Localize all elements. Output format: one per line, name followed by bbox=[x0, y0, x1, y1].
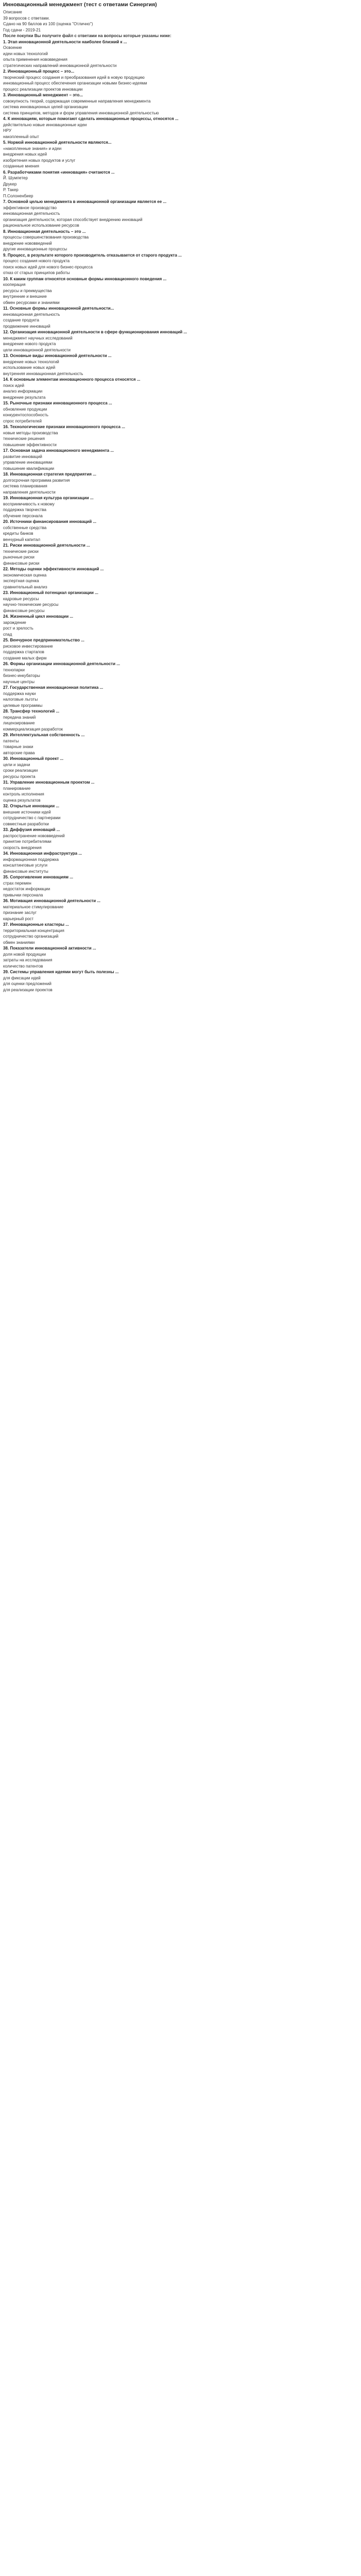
answer-option: для фиксации идей bbox=[3, 975, 41, 980]
answer-option: кадровые ресурсы bbox=[3, 596, 39, 601]
answer-option: внутренние и внешние bbox=[3, 294, 47, 299]
question-text: 31. Управление инновационным проектом ... bbox=[3, 780, 95, 785]
answer-option: внедрение результата bbox=[3, 395, 46, 400]
question-text: 19. Инновационная культура организации ... bbox=[3, 496, 94, 500]
question-item bbox=[3, 945, 358, 969]
answer-option: менеджмент научных исследований bbox=[3, 335, 73, 341]
answer-option: спрос потребителей bbox=[3, 418, 42, 423]
question-text: 11. Основные формы инновационной деятельности... bbox=[3, 306, 114, 311]
answer-option: бизнес-инкубаторы bbox=[3, 673, 40, 678]
answer-option: система планирования bbox=[3, 484, 47, 488]
answer-option: П.Солоненбиер bbox=[3, 193, 33, 198]
question-text: 38. Показатели инновационной активности ... bbox=[3, 946, 96, 951]
question-item bbox=[3, 424, 358, 448]
question-item bbox=[3, 827, 358, 851]
answer-option: для реализации проектов bbox=[3, 987, 53, 992]
answer-option: технопарки bbox=[3, 667, 25, 672]
intro-text: После покупки Вы получите файл с ответами на вопросы которые указаны ниже: bbox=[3, 33, 171, 38]
answer-option: налоговые льготы bbox=[3, 697, 38, 702]
answer-option: поддержка стартапов bbox=[3, 650, 44, 654]
answer-option: творческий процесс создания и преобразования идей в новую продукцию bbox=[3, 75, 145, 80]
answer-option: привычки персонала bbox=[3, 892, 43, 897]
question-text: 1. Этап инновационной деятельности наиболее близкий к ... bbox=[3, 39, 127, 44]
question-item bbox=[3, 590, 358, 614]
answer-option: созданные мнения bbox=[3, 164, 39, 168]
answer-option: информационная поддержка bbox=[3, 857, 59, 862]
question-text: 8. Инновационная деятельность – это ... bbox=[3, 229, 86, 234]
answer-option: опыта применения нововведения bbox=[3, 57, 67, 62]
answer-option: рост и зрелость bbox=[3, 626, 33, 631]
answer-option: сравнительный анализ bbox=[3, 584, 47, 589]
answer-option: развитие инноваций bbox=[3, 454, 42, 459]
answer-option: финансовые институты bbox=[3, 869, 48, 874]
question-item bbox=[3, 756, 358, 779]
question-item bbox=[3, 39, 358, 69]
question-item bbox=[3, 116, 358, 140]
answer-option: стратегических направлений инновационной деятельности bbox=[3, 63, 117, 68]
answer-option: управление инновациями bbox=[3, 460, 53, 465]
question-item bbox=[3, 803, 358, 827]
question-item bbox=[3, 779, 358, 803]
answer-option: товарные знаки bbox=[3, 744, 33, 749]
answer-option: направления деятельности bbox=[3, 489, 56, 495]
answer-option: изобретения новых продуктов и услуг bbox=[3, 158, 76, 163]
answer-option: научно-технические ресурсы bbox=[3, 602, 59, 607]
answer-option: финансовые ресурсы bbox=[3, 608, 45, 613]
answer-option: коммерциализация разработок bbox=[3, 726, 63, 732]
answer-option: накопленный опыт bbox=[3, 134, 39, 139]
question-item bbox=[3, 519, 358, 543]
question-text: 23. Инновационный потенциал организации ... bbox=[3, 590, 98, 595]
question-text: 2. Инновационный процесс – это... bbox=[3, 69, 75, 74]
question-text: 24. Жизненный цикл инновации ... bbox=[3, 614, 74, 619]
question-item bbox=[3, 329, 358, 353]
answer-option: планирование bbox=[3, 786, 31, 791]
answer-option: недостаток информации bbox=[3, 887, 50, 891]
question-text: 17. Основная задача инновационного менеджмента ... bbox=[3, 448, 114, 453]
question-item bbox=[3, 471, 358, 495]
answer-option: обновление продукции bbox=[3, 406, 47, 412]
question-text: 21. Риски инновационной деятельности ... bbox=[3, 543, 90, 548]
answer-option: конкурентоспособность bbox=[3, 413, 48, 417]
answer-option: авторские права bbox=[3, 750, 35, 755]
answer-option: экономическая оценка bbox=[3, 572, 47, 578]
question-list bbox=[3, 39, 358, 993]
question-text: 14. К основным элементам инновационного процесса относятся ... bbox=[3, 377, 141, 382]
answer-option: страх перемен bbox=[3, 880, 31, 886]
answer-option: сроки реализации bbox=[3, 768, 38, 773]
answer-option: венчурный капитал bbox=[3, 537, 41, 542]
answer-option: целевые программы bbox=[3, 703, 43, 708]
answer-option: консалтинговые услуги bbox=[3, 863, 47, 868]
question-text: 27. Государственная инновационная политика ... bbox=[3, 685, 104, 690]
answer-option: рисковое инвестирование bbox=[3, 643, 53, 649]
answer-option: использование новых идей bbox=[3, 365, 56, 370]
answer-option: оценка результатов bbox=[3, 798, 41, 803]
answer-option: Друкер bbox=[3, 181, 17, 187]
answer-option: процесс реализации проектов инновации bbox=[3, 87, 83, 92]
question-item bbox=[3, 543, 358, 566]
answer-option: собственные средства bbox=[3, 525, 47, 530]
question-item bbox=[3, 140, 358, 170]
answer-option: совокупность теорий, содержащая современные направления менеджмента bbox=[3, 98, 151, 104]
answer-option: кооперация bbox=[3, 282, 26, 287]
question-text: 37. Инновационные кластеры ... bbox=[3, 922, 69, 927]
question-text: 7. Основной целью менеджмента в инновационной организации является ее ... bbox=[3, 199, 167, 204]
answer-option: организация деятельности, которая способствует внедрению инноваций bbox=[3, 217, 143, 222]
answer-option: территориальная концентрация bbox=[3, 928, 64, 933]
question-item bbox=[3, 170, 358, 199]
answer-option: патенты bbox=[3, 738, 19, 743]
question-item bbox=[3, 377, 358, 400]
question-item bbox=[3, 229, 358, 252]
question-text: 13. Основные виды инновационной деятельности ... bbox=[3, 353, 112, 358]
question-item bbox=[3, 252, 358, 276]
question-item bbox=[3, 69, 358, 92]
answer-option: технические решения bbox=[3, 436, 45, 441]
answer-option: карьерный рост bbox=[3, 916, 34, 921]
answer-option: материальное стимулирование bbox=[3, 904, 64, 909]
answer-option: эффективное производство bbox=[3, 205, 57, 210]
answer-option: «накопленные знания» и идеи bbox=[3, 146, 62, 151]
answer-option: рациональное использование ресурсов bbox=[3, 223, 79, 228]
answer-option: новые методы производства bbox=[3, 430, 58, 435]
question-text: 25. Венчурное предпринимательство ... bbox=[3, 638, 84, 642]
answer-option: инновационная деятельность bbox=[3, 312, 60, 317]
question-text: 9. Процесс, в результате которого производитель отказывается от старого продукта ... bbox=[3, 252, 182, 258]
question-text: 4. К инновациям, которые помогают сделать инновационные процессы, относятся ... bbox=[3, 116, 179, 121]
question-text: 12. Организация инновационной деятельности в сфере функционирования инноваций ... bbox=[3, 330, 187, 334]
question-item bbox=[3, 306, 358, 329]
answer-option: продвижение инноваций bbox=[3, 324, 50, 329]
answer-option: обмен ресурсами и знаниями bbox=[3, 300, 60, 305]
answer-option: признание заслуг bbox=[3, 910, 37, 915]
answer-option: рыночные риски bbox=[3, 555, 35, 560]
meta-line: 39 вопросов с ответами. bbox=[3, 15, 50, 21]
question-text: 35. Сопротивление инновациям ... bbox=[3, 875, 73, 879]
answer-option: система инновационных целей организации bbox=[3, 105, 88, 109]
question-item bbox=[3, 851, 358, 874]
answer-option: совместные разработки bbox=[3, 821, 49, 826]
answer-option: научные центры bbox=[3, 679, 35, 684]
answer-option: внедрения новых идей bbox=[3, 152, 47, 157]
answer-option: поиск новых идей для нового бизнес-процесса bbox=[3, 264, 93, 269]
question-item bbox=[3, 199, 358, 229]
answer-option: передача знаний bbox=[3, 715, 36, 720]
answer-option: доля новой продукции bbox=[3, 952, 46, 957]
question-item bbox=[3, 661, 358, 685]
answer-option: процесс создания нового продукта bbox=[3, 259, 70, 263]
answer-option: ресурсы проекта bbox=[3, 774, 36, 779]
question-text: 36. Мотивация инновационной деятельности ... bbox=[3, 899, 101, 903]
question-item bbox=[3, 276, 358, 306]
answer-option: идеи новых технологий bbox=[3, 51, 48, 56]
answer-option: экспертная оценка bbox=[3, 579, 39, 583]
question-text: 18. Инновационная стратегия предприятия ... bbox=[3, 472, 96, 477]
document bbox=[0, 0, 361, 996]
answer-option: инновационная деятельность bbox=[3, 211, 60, 216]
answer-option: внешние источники идей bbox=[3, 809, 51, 815]
question-text: 28. Трансфер технологий ... bbox=[3, 709, 60, 714]
question-item bbox=[3, 448, 358, 471]
answer-option: для оценки предложений bbox=[3, 981, 51, 986]
question-item bbox=[3, 400, 358, 424]
answer-option: анализ информации bbox=[3, 389, 43, 394]
question-text: 10. К каким группам относятся основные формы инновационного поведения ... bbox=[3, 276, 167, 281]
answer-option: процессы совершенствования производства bbox=[3, 235, 89, 240]
answer-option: распространение нововведений bbox=[3, 833, 65, 838]
answer-option: финансовые риски bbox=[3, 561, 40, 566]
meta-line: Сдано на 90 баллов из 100 (оценка "Отлично") bbox=[3, 22, 93, 26]
answer-option: внедрение нового продукта bbox=[3, 342, 56, 346]
answer-option: технические риски bbox=[3, 549, 39, 554]
answer-option: создание продукта bbox=[3, 318, 39, 323]
answer-option: поддержка науки bbox=[3, 691, 36, 696]
document-title: Инновационный менеджмент (тест с ответами Синергия) bbox=[3, 2, 157, 8]
answer-option: ресурсы и преимущества bbox=[3, 288, 52, 293]
question-item bbox=[3, 898, 358, 922]
question-item bbox=[3, 495, 358, 519]
answer-option: кредиты банков bbox=[3, 531, 33, 536]
answer-option: цели и задачи bbox=[3, 762, 30, 767]
meta-line: Год сдачи - 2019-21 bbox=[3, 27, 41, 32]
question-text: 5. Нормой инновационной деятельности являются... bbox=[3, 140, 112, 145]
answer-option: лицензирование bbox=[3, 721, 35, 725]
answer-option: поиск идей bbox=[3, 383, 25, 388]
answer-option: внутренняя инновационная деятельность bbox=[3, 371, 83, 376]
meta-line: Описание bbox=[3, 10, 22, 14]
question-text: 33. Диффузия инноваций ... bbox=[3, 827, 60, 832]
answer-option: принятие потребителями bbox=[3, 839, 51, 844]
answer-option: контроль исполнения bbox=[3, 792, 44, 796]
answer-option: система принципов, методов и форм управления инновационной деятельностью bbox=[3, 110, 159, 115]
question-text: 6. Разработчиками понятия «инновация» считаются ... bbox=[3, 170, 115, 175]
question-item bbox=[3, 732, 358, 756]
answer-option: скорость внедрения bbox=[3, 845, 42, 850]
question-text: 22. Методы оценки эффективности инноваций ... bbox=[3, 567, 104, 571]
question-item bbox=[3, 566, 358, 590]
question-item bbox=[3, 353, 358, 377]
answer-option: инновационный процесс обеспечения организации новыми бизнес-идеями bbox=[3, 81, 147, 86]
answer-option: внедрение новых технологий bbox=[3, 359, 59, 364]
answer-option: повышение квалификации bbox=[3, 466, 55, 471]
question-text: 32. Открытые инновации ... bbox=[3, 804, 60, 808]
question-item bbox=[3, 874, 358, 898]
answer-option: затраты на исследования bbox=[3, 958, 53, 962]
question-item bbox=[3, 614, 358, 637]
answer-option: отказ от старых принципов работы bbox=[3, 270, 70, 275]
answer-option: долгосрочная программа развития bbox=[3, 478, 70, 483]
answer-option: внедрение нововведений bbox=[3, 241, 52, 246]
answer-option: создание малых фирм bbox=[3, 655, 47, 660]
answer-option: зарождение bbox=[3, 620, 26, 625]
answer-option: сотрудничество с партнерами bbox=[3, 816, 61, 820]
answer-option: обмен знаниями bbox=[3, 940, 35, 945]
answer-option: действительно новые инновационные идеи bbox=[3, 122, 87, 127]
question-text: 3. Инновационный менеджмент – это... bbox=[3, 93, 83, 97]
question-text: 39. Системы управления идеями могут быть полезны ... bbox=[3, 970, 119, 974]
question-item bbox=[3, 922, 358, 945]
answer-option: Й. Шумпетер bbox=[3, 176, 28, 180]
answer-option: другие инновационные процессы bbox=[3, 247, 67, 251]
answer-option: НРУ bbox=[3, 128, 12, 133]
meta-block bbox=[3, 9, 358, 33]
answer-option: восприимчивость к новому bbox=[3, 501, 55, 506]
question-item bbox=[3, 708, 358, 732]
question-text: 20. Источники финансирования инноваций ... bbox=[3, 519, 97, 524]
question-text: 15. Рыночные признаки инновационного процесса ... bbox=[3, 401, 112, 405]
answer-option: цели инновационной деятельности bbox=[3, 347, 71, 352]
answer-option: спад bbox=[3, 632, 12, 637]
answer-option: поддержка творчества bbox=[3, 507, 46, 512]
question-item bbox=[3, 637, 358, 661]
question-text: 29. Интеллектуальная собственность ... bbox=[3, 733, 85, 737]
answer-option: повышение эффективности bbox=[3, 442, 57, 447]
question-item bbox=[3, 685, 358, 708]
question-item bbox=[3, 969, 358, 993]
question-text: 34. Инновационная инфраструктура ... bbox=[3, 851, 82, 856]
answer-option: Освоение bbox=[3, 45, 22, 50]
question-item bbox=[3, 92, 358, 116]
answer-option: количество патентов bbox=[3, 963, 43, 969]
answer-option: сотрудничество организаций bbox=[3, 934, 59, 939]
question-text: 16. Технологические признаки инновационного процесса ... bbox=[3, 425, 125, 429]
answer-option: Р. Такер bbox=[3, 188, 19, 192]
question-text: 26. Формы организации инновационной деятельности ... bbox=[3, 662, 120, 666]
question-text: 30. Инновационный проект ... bbox=[3, 756, 64, 761]
answer-option: обучение персонала bbox=[3, 513, 43, 518]
